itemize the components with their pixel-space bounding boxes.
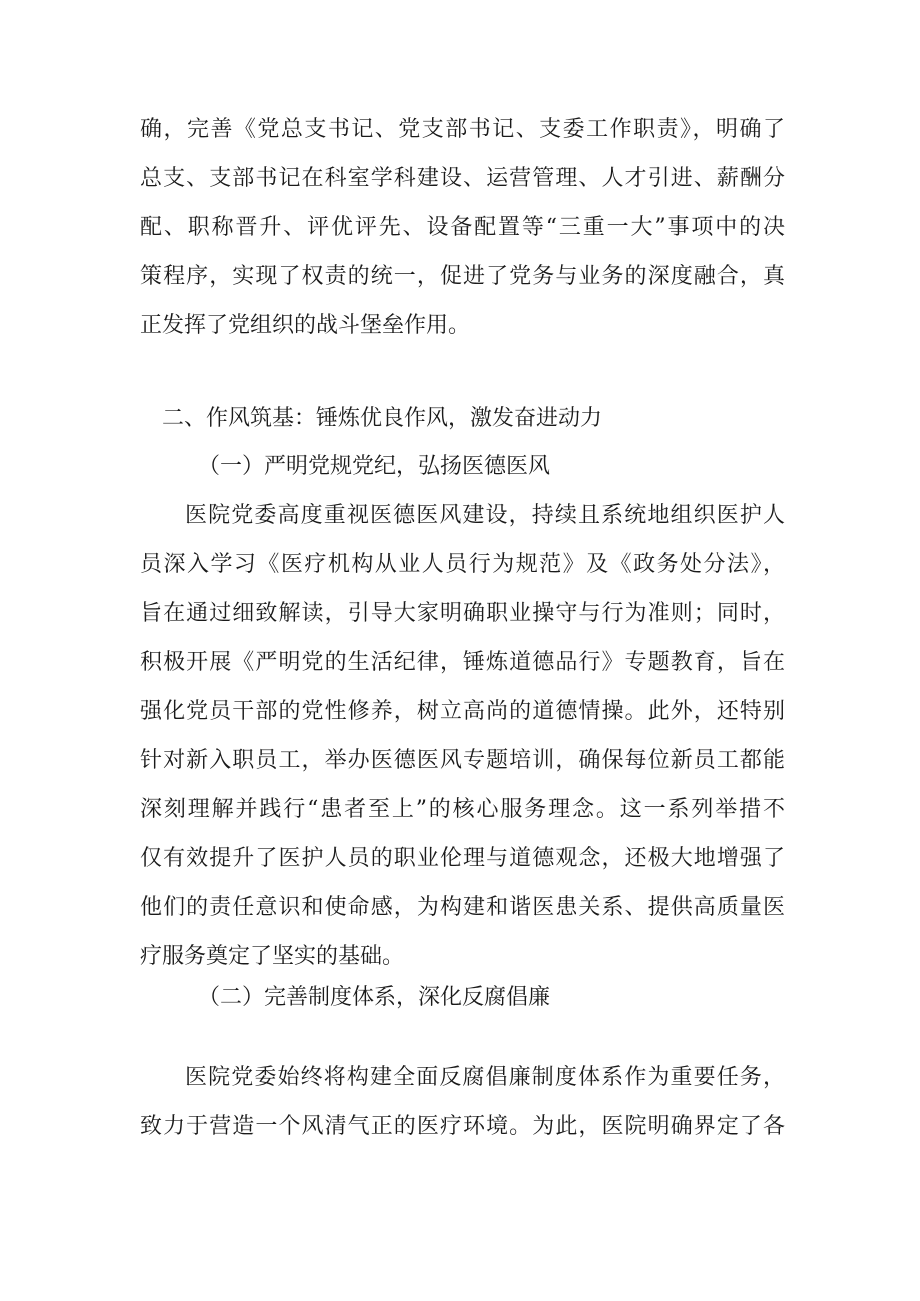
subsection-title: （一）严明党规党纪，弘扬医德医风 — [198, 454, 551, 479]
text-line: 他们的责任意识和使命感，为构建和谐医患关系、提供高质量医 — [140, 895, 785, 920]
paragraph-anti-corruption — [140, 1053, 785, 1151]
subheading-1 — [140, 442, 785, 491]
text-line: 医院党委始终将构建全面反腐倡廉制度体系作为重要任务， — [185, 1065, 785, 1090]
section-heading-2 — [140, 394, 785, 443]
text-line: 确，完善《党总支书记、党支部书记、支委工作职责》，明确了 — [140, 117, 785, 142]
text-line: 积极开展《严明党的生活纪律，锤炼道德品行》专题教育，旨在 — [140, 650, 785, 675]
paragraph-party-responsibilities — [140, 105, 785, 350]
text-line: 深刻理解并践行“患者至上”的核心服务理念。这一系列举措不 — [140, 797, 785, 822]
text-line: 员深入学习《医疗机构从业人员行为规范》及《政务处分法》， — [140, 552, 785, 577]
text-line: 强化党员干部的党性修养，树立高尚的道德情操。此外，还特别 — [140, 699, 785, 724]
text-line: 致力于营造一个风清气正的医疗环境。为此，医院明确界定了各 — [140, 1114, 785, 1139]
text-line: 总支、支部书记在科室学科建设、运营管理、人才引进、薪酬分 — [140, 166, 785, 191]
text-line: 旨在通过细致解读，引导大家明确职业操守与行为准则；同时， — [140, 601, 785, 626]
text-line: 针对新入职员工，举办医德医风专题培训，确保每位新员工都能 — [140, 748, 785, 773]
subsection-title: （二）完善制度体系，深化反腐倡廉 — [198, 985, 551, 1010]
paragraph-medical-ethics — [140, 491, 785, 981]
section-title: 二、作风筑基：锤炼优良作风，激发奋进动力 — [162, 406, 603, 431]
text-line: 配、职称晋升、评优评先、设备配置等“三重一大”事项中的决 — [140, 215, 785, 240]
text-line: 疗服务奠定了坚实的基础。 — [140, 944, 405, 969]
text-line: 正发挥了党组织的战斗堡垒作用。 — [140, 313, 471, 338]
text-line: 仅有效提升了医护人员的职业伦理与道德观念，还极大地增强了 — [140, 846, 785, 871]
text-line: 策程序，实现了权责的统一，促进了党务与业务的深度融合，真 — [140, 264, 785, 289]
subheading-2 — [140, 973, 785, 1022]
text-line: 医院党委高度重视医德医风建设，持续且系统地组织医护人 — [185, 503, 785, 528]
